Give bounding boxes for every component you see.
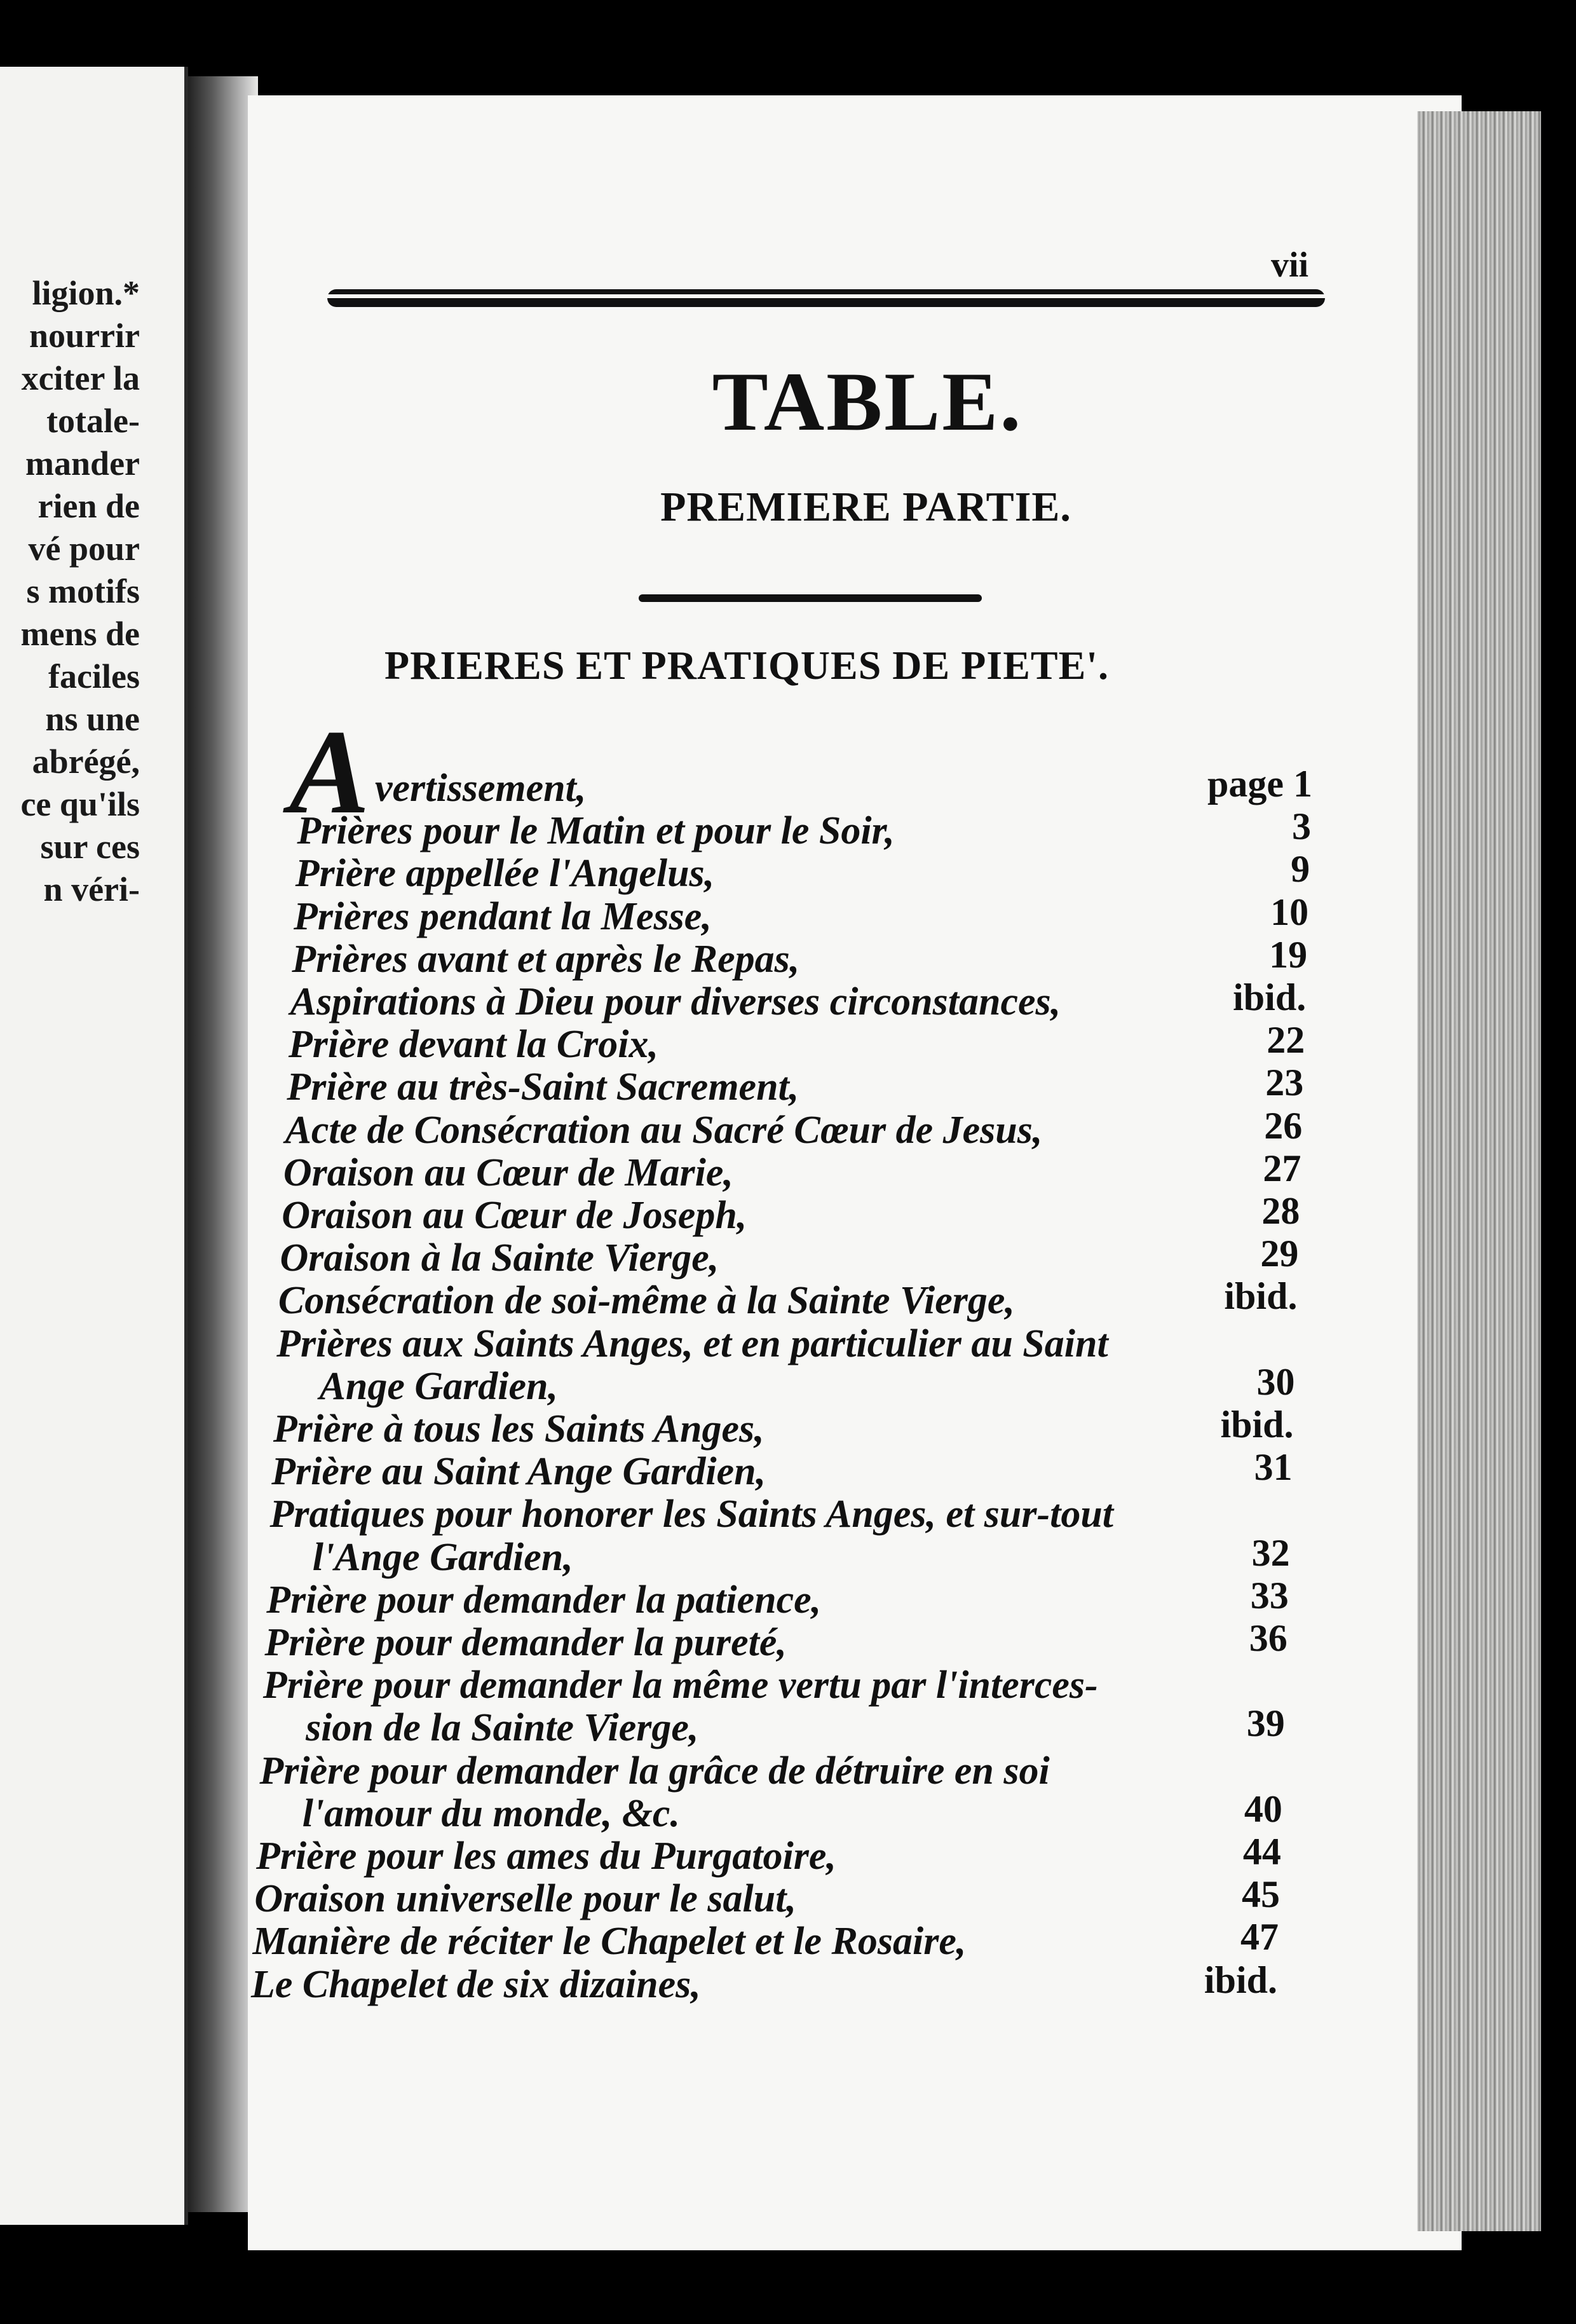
page-number: vii bbox=[1271, 245, 1309, 285]
toc-entry-title: vertissement, bbox=[375, 767, 587, 810]
left-page-line: abrégé, bbox=[32, 742, 140, 781]
toc-entry-title: Prière pour demander la même vertu par l'interces- bbox=[262, 1664, 1098, 1707]
toc-entry-title: Acte de Consécration au Sacré Cœur de Jesus, bbox=[285, 1108, 1043, 1152]
toc-entry-title: Manière de réciter le Chapelet et le Rosaire, bbox=[252, 1920, 967, 1964]
toc-entry-page: 27 bbox=[1263, 1147, 1301, 1189]
toc-entry-title: Prière appellée l'Angelus, bbox=[295, 852, 715, 896]
section-rule bbox=[639, 594, 982, 602]
left-page-line: ligion.* bbox=[32, 274, 140, 312]
toc-entry-title: Oraison à la Sainte Vierge, bbox=[280, 1236, 719, 1280]
left-page-line: ns une bbox=[45, 700, 140, 738]
toc-entry-page: 39 bbox=[1246, 1702, 1285, 1745]
toc-entry-page: ibid. bbox=[1233, 976, 1307, 1018]
page-title: TABLE. bbox=[712, 355, 1023, 448]
toc-entry-page: 26 bbox=[1264, 1104, 1303, 1147]
toc-entry-page: 31 bbox=[1254, 1446, 1293, 1489]
left-page-line: sur ces bbox=[40, 828, 140, 866]
toc-entry-page: 47 bbox=[1240, 1916, 1279, 1958]
left-page-line: nourrir bbox=[29, 317, 140, 355]
left-page-line: xciter la bbox=[21, 359, 140, 397]
toc-entry-page: ibid. bbox=[1224, 1275, 1298, 1318]
toc-entry-page: page 1 bbox=[1207, 763, 1312, 805]
toc-entry-page: 19 bbox=[1269, 933, 1308, 976]
toc-entry-page: 45 bbox=[1241, 1873, 1280, 1916]
toc-entry-page: 32 bbox=[1251, 1531, 1290, 1574]
toc-entry-page: 40 bbox=[1244, 1787, 1282, 1830]
toc-entry-title: Prière devant la Croix, bbox=[288, 1023, 658, 1067]
toc-entry-page: 36 bbox=[1249, 1617, 1287, 1659]
toc-entry-page: 9 bbox=[1291, 848, 1310, 891]
left-page-line: mander bbox=[25, 444, 140, 482]
toc-entry-page: 22 bbox=[1267, 1019, 1305, 1062]
toc-entry-title: Prières aux Saints Anges, et en particulier au Saint bbox=[276, 1322, 1108, 1365]
toc-entry-page: 23 bbox=[1265, 1062, 1304, 1104]
toc-entry-title: Oraison universelle pour le salut, bbox=[254, 1877, 796, 1921]
toc-entry-page: 29 bbox=[1260, 1233, 1299, 1275]
left-page-line: rien de bbox=[37, 487, 140, 525]
toc-entry-page: 3 bbox=[1292, 805, 1312, 848]
left-page-line: mens de bbox=[20, 615, 140, 653]
toc-entry-title: Prière pour demander la patience, bbox=[266, 1578, 822, 1622]
toc-entry-page: 33 bbox=[1250, 1574, 1289, 1617]
top-rule bbox=[327, 289, 1325, 307]
toc-entry-title: Prière pour demander la pureté, bbox=[264, 1621, 787, 1664]
toc-entry-title: Ange Gardien, bbox=[319, 1364, 558, 1408]
left-page-line: faciles bbox=[48, 657, 140, 695]
toc-entry-title: Prière au très-Saint Sacrement, bbox=[287, 1065, 799, 1109]
toc-entry-page: 44 bbox=[1242, 1831, 1281, 1873]
toc-entry-page: 28 bbox=[1261, 1190, 1300, 1232]
toc-entry-title: l'amour du monde, &c. bbox=[302, 1791, 680, 1835]
left-page-line: s motifs bbox=[26, 572, 140, 610]
toc-entry-page: 10 bbox=[1270, 891, 1309, 933]
toc-entry-title: sion de la Sainte Vierge, bbox=[306, 1706, 699, 1750]
toc-entry-title: Pratiques pour honorer les Saints Anges, et sur-tout bbox=[269, 1493, 1114, 1536]
part-heading: PREMIERE PARTIE. bbox=[660, 484, 1071, 530]
toc-entry-title: Prières pour le Matin et pour le Soir, bbox=[297, 809, 895, 853]
toc-entry-title: Prière pour les ames du Purgatoire, bbox=[256, 1835, 836, 1878]
left-page-line: totale- bbox=[46, 402, 140, 440]
toc-entry-title: Consécration de soi-même à la Sainte Vierge, bbox=[278, 1279, 1015, 1323]
toc-entry-title: Prières avant et après le Repas, bbox=[292, 937, 800, 981]
toc-entry-title: Le Chapelet de six dizaines, bbox=[251, 1962, 701, 2006]
section-heading: PRIERES ET PRATIQUES DE PIETE'. bbox=[384, 643, 1110, 688]
toc-entry-page: 30 bbox=[1256, 1360, 1295, 1403]
toc-entry-title: Aspirations à Dieu pour diverses circonstances, bbox=[290, 980, 1061, 1023]
toc-entry-title: Prière au Saint Ange Gardien, bbox=[271, 1450, 766, 1494]
left-page-line: ce qu'ils bbox=[20, 785, 140, 823]
left-page-line: vé pour bbox=[28, 530, 140, 568]
toc-entry-title: Oraison au Cœur de Marie, bbox=[283, 1151, 733, 1194]
toc-entry-title: Oraison au Cœur de Joseph, bbox=[282, 1194, 747, 1237]
toc-entry-page: ibid. bbox=[1220, 1404, 1294, 1446]
toc-entry-title: Prière pour demander la grâce de détruire en soi bbox=[259, 1749, 1050, 1793]
toc-entry-title: l'Ange Gardien, bbox=[312, 1535, 573, 1579]
left-page-line: n véri- bbox=[43, 870, 140, 908]
drop-cap: A bbox=[289, 706, 370, 839]
toc-entry-page: ibid. bbox=[1204, 1958, 1277, 2001]
toc-entry-title: Prière à tous les Saints Anges, bbox=[273, 1407, 764, 1451]
toc-entry-title: Prières pendant la Messe, bbox=[293, 894, 712, 938]
